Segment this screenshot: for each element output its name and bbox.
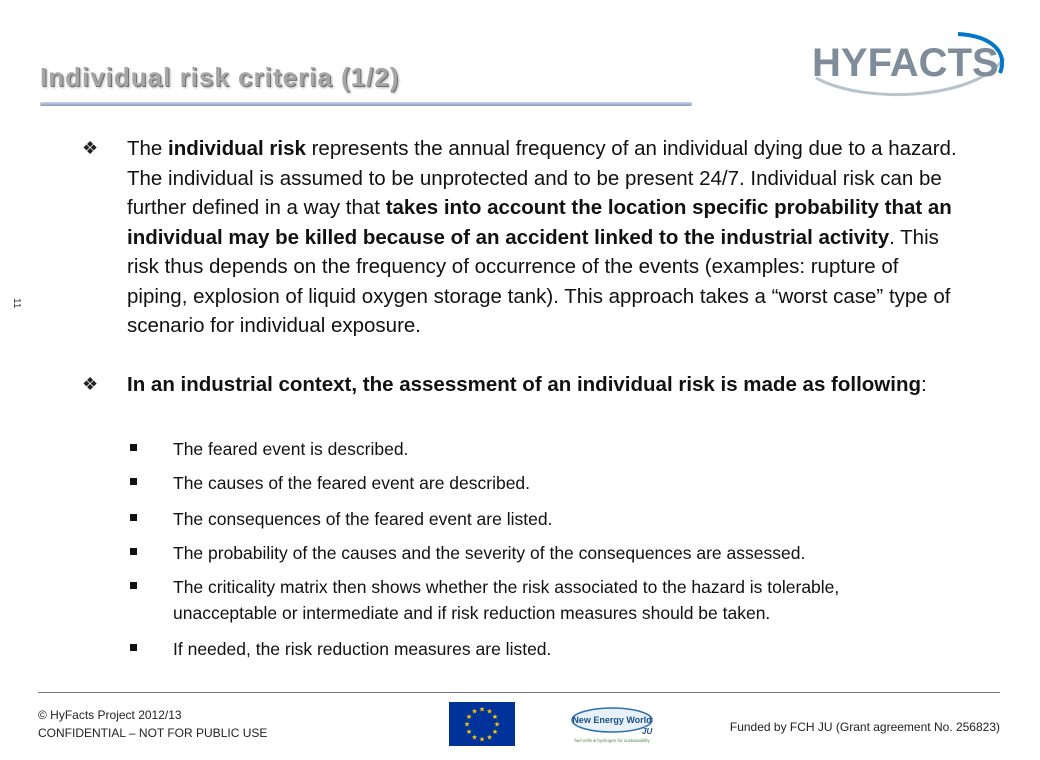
eu-star-icon: ★ <box>493 720 501 729</box>
footer-divider <box>38 692 1000 693</box>
funding-note: Funded by FCH JU (Grant agreement No. 256823) <box>729 720 1000 734</box>
square-bullet-icon <box>130 478 137 485</box>
footer-copyright <box>38 706 267 742</box>
eu-star-icon: ★ <box>465 728 473 736</box>
bullet-text: In an industrial context, the assessment of an individual risk is made as following: <box>127 373 927 396</box>
bullet-industrial-context <box>82 370 942 430</box>
eu-star-icon: ★ <box>491 713 499 721</box>
square-bullet-icon <box>130 644 137 651</box>
bullet-individual-risk-definition <box>82 134 957 364</box>
eu-star-icon: ★ <box>465 713 473 721</box>
slide-title: Individual risk criteria (1/2) <box>40 62 400 92</box>
eu-star-icon: ★ <box>486 733 493 742</box>
confidential-text: CONFIDENTIAL – NOT FOR PUBLIC USE <box>38 726 268 740</box>
eu-flag-icon <box>449 702 515 746</box>
svg-text:HYFACTS: HYFACTS <box>812 41 999 85</box>
eu-star-icon: ★ <box>478 735 486 744</box>
eu-star-icon: ★ <box>463 720 471 729</box>
eu-star-icon: ★ <box>478 705 486 714</box>
square-bullet-icon <box>130 548 137 555</box>
eu-star-icon: ★ <box>471 733 478 742</box>
svg-text:JU: JU <box>642 727 653 736</box>
eu-star-icon: ★ <box>491 728 499 736</box>
four-diamond-icon: ❖ <box>82 374 99 394</box>
svg-text:fuel cells & hydrogen for sust: fuel cells & hydrogen for sustainability <box>574 738 650 743</box>
title-underline <box>40 102 692 106</box>
page-number: 11 <box>11 298 22 309</box>
bullet-text: The individual risk represents the annual frequency of an individual dying due to a hazard. The individual is assumed to be unprotected and to be present 24/7. Individual risk can be further defined in a way that takes into account the location specific probability that an individual may be killed because of an accident linked to the industrial activity. This risk thus depends on the frequency of occurrence of the events (examples: rupture of piping, explosion of liquid oxygen storage tank). This approach takes a “worst case” type of scenario for individual exposure. <box>127 137 957 337</box>
copyright-text: © HyFacts Project 2012/13 <box>38 708 182 722</box>
eu-star-icon: ★ <box>486 707 493 716</box>
square-bullet-icon <box>130 514 137 521</box>
eu-star-icon: ★ <box>471 707 478 716</box>
four-diamond-icon: ❖ <box>82 138 99 158</box>
hyfacts-logo <box>808 28 1010 100</box>
square-bullet-icon <box>130 444 137 451</box>
new-energy-world-logo <box>568 704 656 744</box>
square-bullet-icon <box>130 582 137 589</box>
svg-text:New Energy World: New Energy World <box>572 715 652 725</box>
